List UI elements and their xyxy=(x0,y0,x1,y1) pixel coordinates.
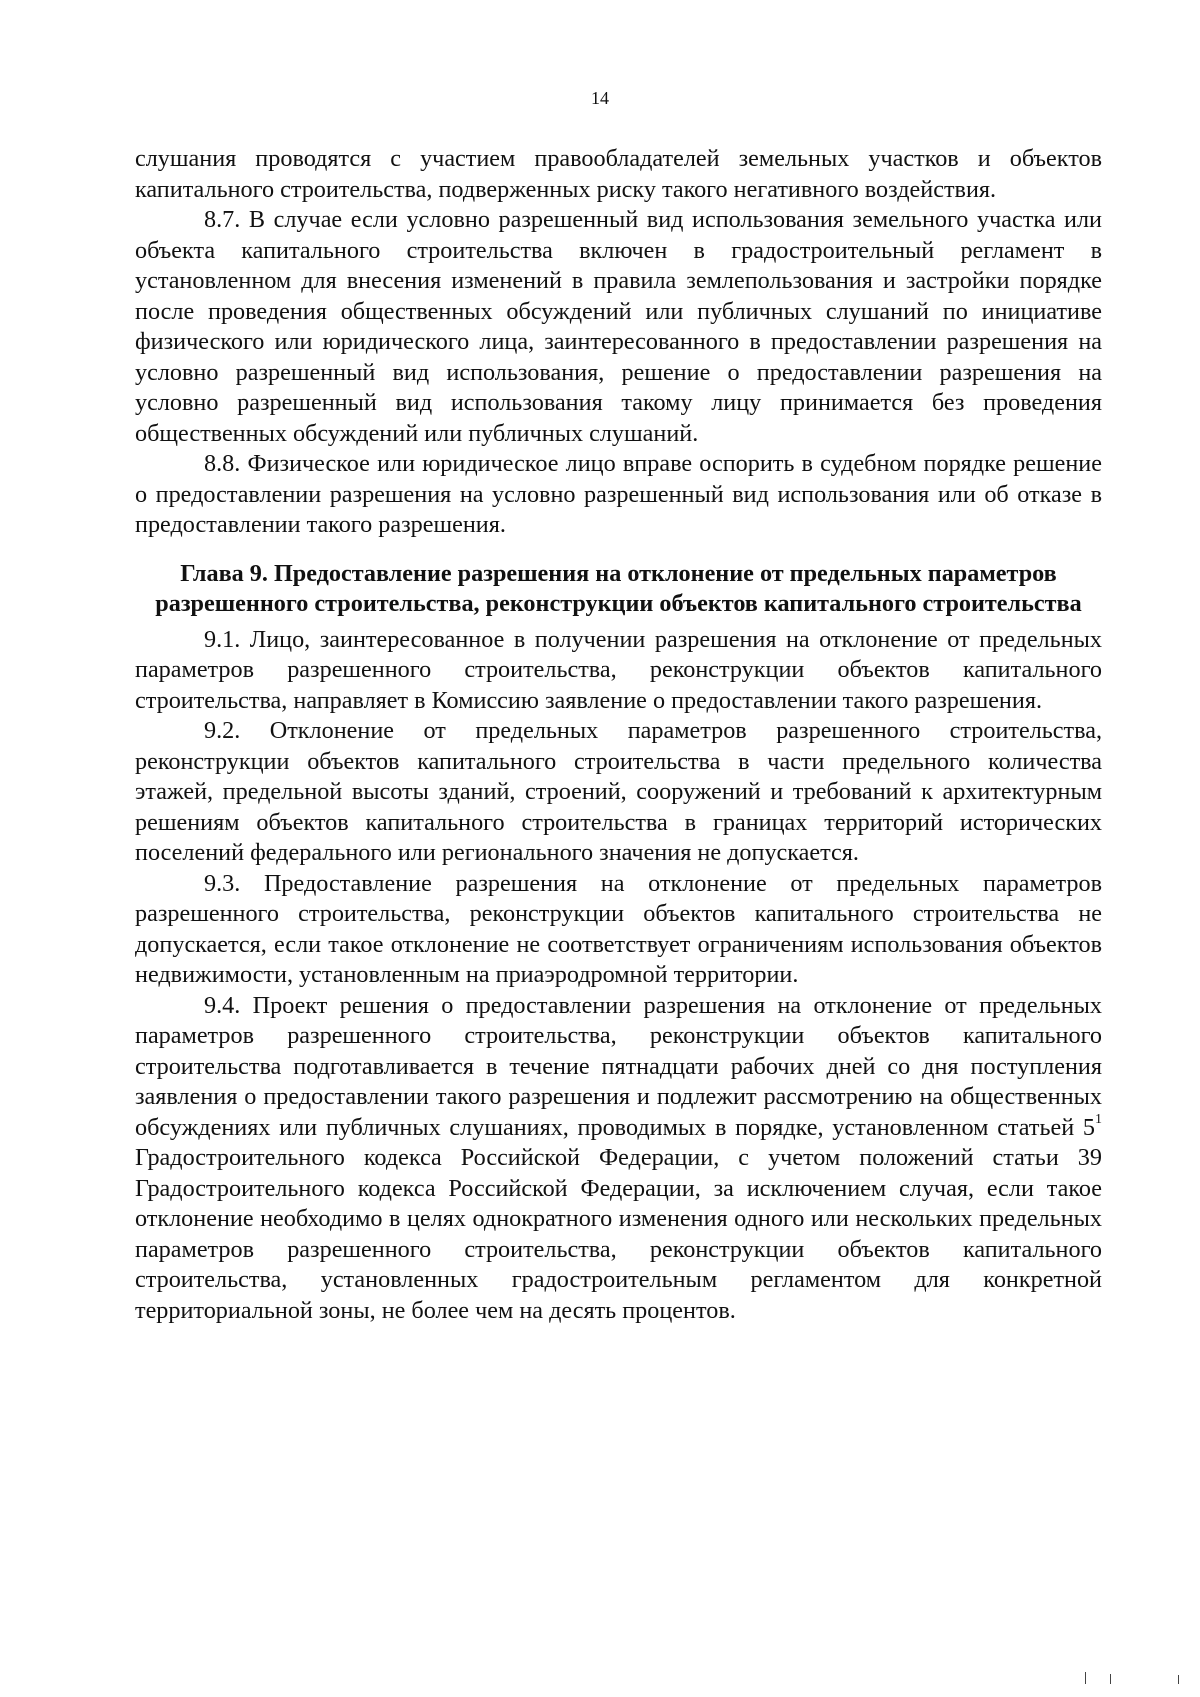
paragraph-8-8: 8.8. Физическое или юридическое лицо вправе оспорить в судебном порядке решение о предоставлении разрешения на условно разрешенный вид использования или об отказе в предоставлении такого разрешения. xyxy=(135,450,1102,538)
scan-artifact-mark xyxy=(1110,1674,1111,1684)
paragraph-continuation: слушания проводятся с участием правообладателей земельных участков и объектов капитального строительства, подверженных риску такого негативного воздействия. xyxy=(135,145,1102,203)
paragraph-9-4 xyxy=(135,991,1102,1327)
chapter-9-title: Глава 9. Предоставление разрешения на отклонение от предельных параметров разрешенного строительства, реконструкции объектов капитального строительства xyxy=(155,559,1082,617)
article-superscript: 1 xyxy=(1095,1112,1102,1128)
paragraph-9-4-text-start: 9.4. Проект решения о предоставлении разрешения на отклонение от предельных параметров разрешенного строительства, реконструкции объектов капитального строительства подготавливается в течение пятнадцати рабочих дней со дня поступления заявления о предоставлении такого разрешения и подлежит рассмотрению на общественных обсуждениях или публичных слушаниях, проводимых в порядке, установленном статьей 5 xyxy=(135,991,1102,1141)
scan-artifact-mark xyxy=(1085,1672,1086,1684)
document-body xyxy=(135,144,1102,1326)
scan-artifact-mark xyxy=(1178,1675,1179,1684)
paragraph-9-3: 9.3. Предоставление разрешения на отклонение от предельных параметров разрешенного строительства, реконструкции объектов капитального строительства не допускается, если такое отклонение не соответствует ограничениям использования объектов недвижимости, установленным на приаэродромной территории. xyxy=(135,869,1102,988)
paragraph-9-2: 9.2. Отклонение от предельных параметров разрешенного строительства, реконструкции объектов капитального строительства в части предельного количества этажей, предельной высоты зданий, строений, сооружений и требований к архитектурным решениям объектов капитального строительства в границах территорий исторических поселений федерального или регионального значения не допускается. xyxy=(135,717,1102,866)
paragraph-9-1: 9.1. Лицо, заинтересованное в получении разрешения на отклонение от предельных параметров разрешенного строительства, реконструкции объектов капитального строительства, направляет в Комиссию заявление о предоставлении такого разрешения. xyxy=(135,625,1102,714)
paragraph-9-4-text-end: Градостроительного кодекса Российской Федерации, с учетом положений статьи 39 Градостроительного кодекса Российской Федерации, за исключением случая, если такое отклонение необходимо в целях однократного изменения одного или нескольких предельных параметров разрешенного строительства, реконструкции объектов капитального строительства, установленных градостроительным регламентом для конкретной территориальной зоны, не более чем на десять процентов. xyxy=(135,1144,1102,1324)
paragraph-8-7: 8.7. В случае если условно разрешенный вид использования земельного участка или объекта капитального строительства включен в градостроительный регламент в установленном для внесения изменений в правила землепользования и застройки порядке после проведения общественных обсуждений или публичных слушаний по инициативе физического или юридического лица, заинтересованного в предоставлении разрешения на условно разрешенный вид использования, решение о предоставлении разрешения на условно разрешенный вид использования такому лицу принимается без проведения общественных обсуждений или публичных слушаний. xyxy=(135,206,1102,447)
page-number: 14 xyxy=(591,88,609,108)
